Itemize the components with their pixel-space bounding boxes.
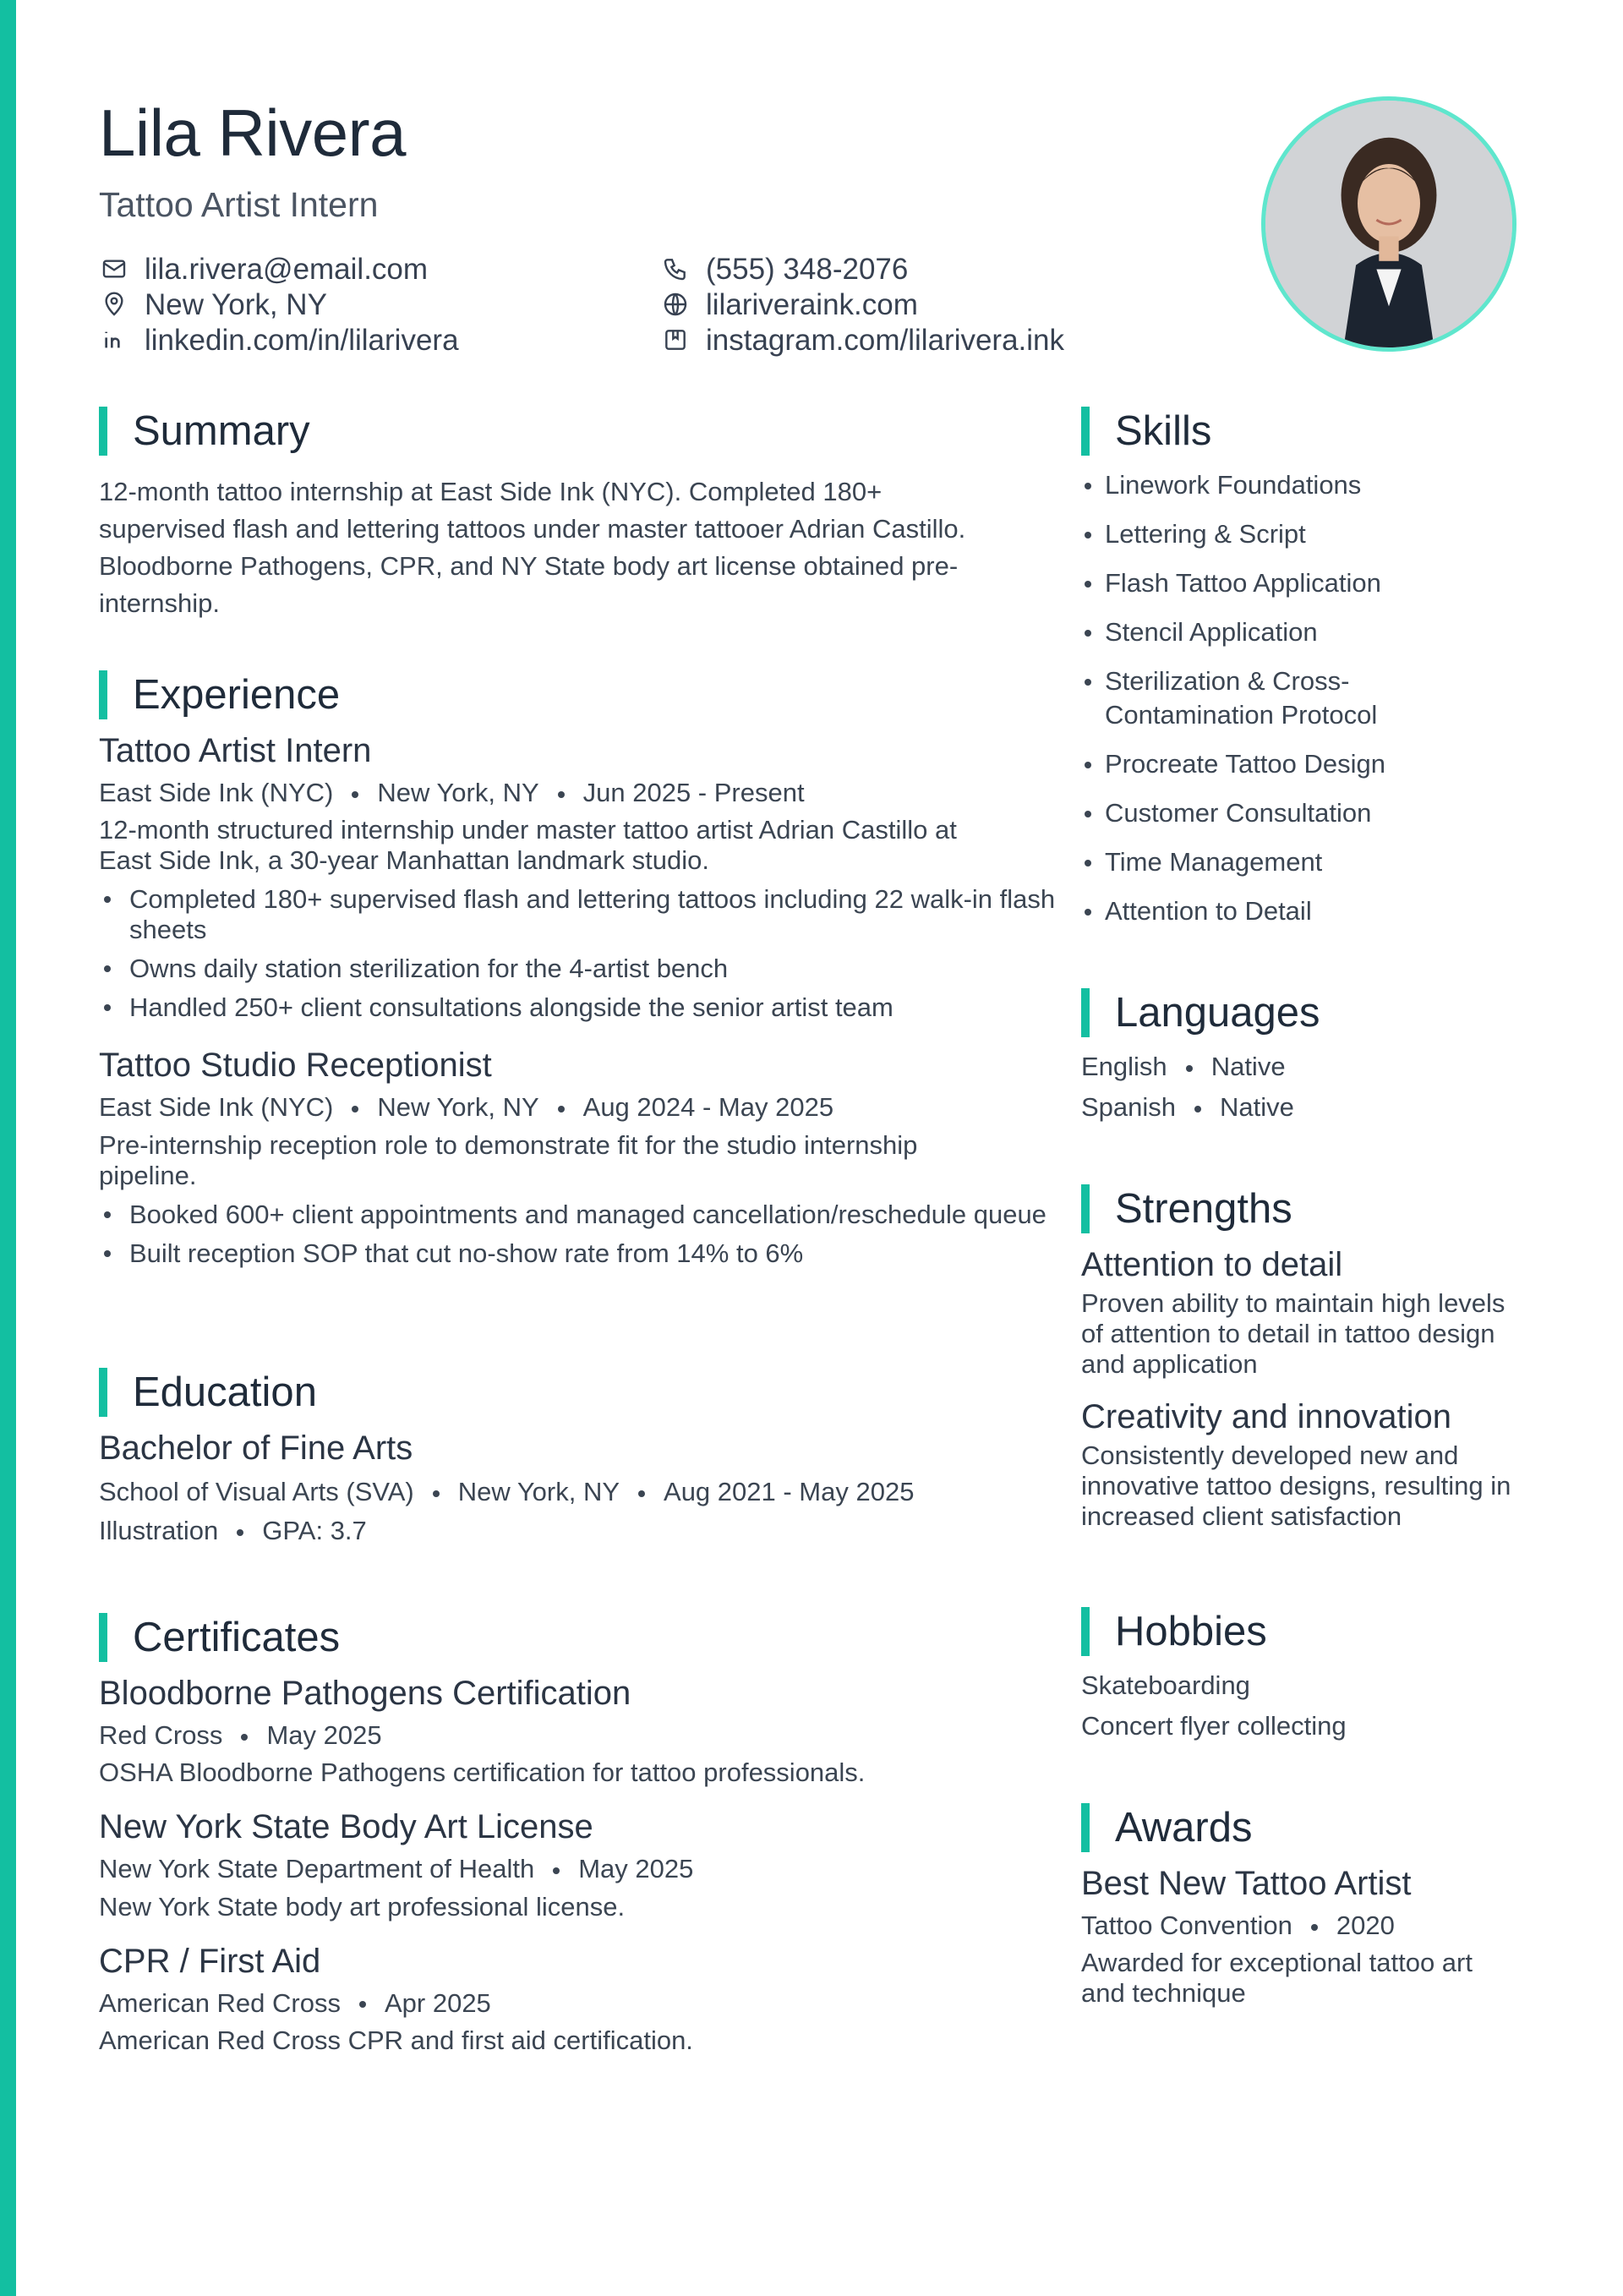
- languages-section: [1081, 987, 1521, 1125]
- certificate-date: May 2025: [266, 1720, 382, 1750]
- experience-item-1: [99, 730, 1056, 1023]
- list-item: Handled 250+ client consultations alongside the senior artist team: [129, 992, 1059, 1023]
- certificate-issuer: New York State Department of Health: [99, 1854, 535, 1884]
- bookmark-icon: [660, 325, 691, 355]
- certificate-issuer: Red Cross: [99, 1720, 223, 1750]
- job-bullets: [99, 884, 1059, 1023]
- summary-heading-text: Summary: [133, 407, 310, 454]
- strengths-heading-text: Strengths: [1115, 1185, 1292, 1232]
- list-item: Stencil Application: [1081, 615, 1478, 649]
- languages-heading: [1081, 987, 1521, 1038]
- contact-website[interactable]: [660, 289, 918, 320]
- profile-photo: [1261, 96, 1516, 352]
- certificate-meta: [99, 1852, 1046, 1886]
- certificate-item-1: [99, 1673, 1046, 1788]
- skills-section: [1081, 406, 1521, 928]
- job-meta: [99, 776, 1046, 810]
- language-row: [1081, 1091, 1521, 1124]
- education-meta: [99, 1475, 1046, 1509]
- certificates-heading: [99, 1612, 1046, 1663]
- certificate-name: Bloodborne Pathogens Certification: [99, 1675, 631, 1712]
- skills-heading: [1081, 406, 1521, 456]
- list-item: Booked 600+ client appointments and managed cancellation/reschedule queue: [129, 1200, 1059, 1230]
- certificate-description: OSHA Bloodborne Pathogens certification for tattoo professionals.: [99, 1758, 866, 1788]
- accent-side-bar: [0, 0, 16, 2296]
- languages-heading-text: Languages: [1115, 989, 1320, 1036]
- strength-title: Attention to detail: [1081, 1246, 1343, 1283]
- list-item: Attention to Detail: [1081, 894, 1478, 928]
- section-accent-bar: [1081, 1803, 1090, 1852]
- experience-item-2: [99, 1045, 1046, 1268]
- job-dates: Aug 2024 - May 2025: [582, 1092, 834, 1123]
- location-icon: [99, 289, 129, 320]
- contact-linkedin-text: linkedin.com/in/lilarivera: [145, 323, 459, 357]
- job-title: Tattoo Studio Receptionist: [99, 1047, 492, 1085]
- phone-icon: [660, 254, 691, 284]
- section-accent-bar: [1081, 988, 1090, 1037]
- certificate-date: May 2025: [578, 1854, 694, 1884]
- education-gpa: GPA: 3.7: [262, 1516, 367, 1546]
- contact-instagram[interactable]: [660, 325, 1064, 355]
- list-item: Time Management: [1081, 845, 1478, 879]
- certificate-name: New York State Body Art License: [99, 1808, 593, 1846]
- section-accent-bar: [99, 1613, 107, 1662]
- certificate-meta: [99, 1719, 1046, 1752]
- contact-phone[interactable]: [660, 254, 908, 284]
- section-accent-bar: [1081, 407, 1090, 456]
- section-accent-bar: [99, 1368, 107, 1417]
- contact-linkedin[interactable]: [99, 325, 459, 355]
- certificates-heading-text: Certificates: [133, 1614, 341, 1660]
- contact-email-text: lila.rivera@email.com: [145, 252, 429, 286]
- section-accent-bar: [1081, 1607, 1090, 1656]
- language-row: [1081, 1050, 1521, 1084]
- list-item: Built reception SOP that cut no-show rate from 14% to 6%: [129, 1238, 1059, 1269]
- job-title: Tattoo Artist Intern: [99, 732, 372, 769]
- section-accent-bar: [1081, 1184, 1090, 1233]
- contact-location: [99, 289, 327, 320]
- award-title: Best New Tattoo Artist: [1081, 1865, 1412, 1902]
- award-meta: [1081, 1909, 1521, 1943]
- education-heading: [99, 1367, 1046, 1418]
- candidate-name: Lila Rivera: [99, 96, 406, 170]
- summary-heading: [99, 406, 1046, 456]
- language-level: Native: [1220, 1092, 1294, 1123]
- skills-heading-text: Skills: [1115, 407, 1212, 454]
- strengths-section: [1081, 1184, 1521, 1532]
- certificates-section: [99, 1612, 1046, 2056]
- summary-text: 12-month tattoo internship at East Side Ink (NYC). Completed 180+ supervised flash and lettering tattoos under master tattooer Adrian Castillo. Bloodborne Pathogens, CPR, and NY State body art license obtained pre-internship.: [99, 477, 966, 618]
- education-heading-text: Education: [133, 1369, 317, 1415]
- list-item: Sterilization & Cross-Contamination Protocol: [1081, 664, 1478, 732]
- contact-website-text: lilariveraink.com: [706, 287, 918, 321]
- contact-phone-text: (555) 348-2076: [706, 252, 909, 286]
- hobby-item: Skateboarding: [1081, 1670, 1250, 1700]
- certificate-description: American Red Cross CPR and first aid certification.: [99, 2025, 693, 2055]
- school-name: School of Visual Arts (SVA): [99, 1477, 414, 1506]
- list-item: Completed 180+ supervised flash and lettering tattoos including 22 walk-in flash sheets: [129, 884, 1059, 945]
- candidate-title: Tattoo Artist Intern: [99, 185, 379, 224]
- award-year: 2020: [1336, 1911, 1395, 1940]
- job-company: East Side Ink (NYC): [99, 778, 334, 807]
- experience-heading-text: Experience: [133, 671, 341, 718]
- job-description: Pre-internship reception role to demonstrate fit for the studio internship pipeline.: [99, 1129, 918, 1190]
- job-location: New York, NY: [377, 778, 539, 807]
- certificate-issuer: American Red Cross: [99, 1987, 341, 2018]
- strengths-heading: [1081, 1184, 1521, 1234]
- list-item: Customer Consultation: [1081, 796, 1478, 830]
- list-item: Owns daily station sterilization for the 4-artist bench: [129, 954, 1059, 984]
- strength-title: Creativity and innovation: [1081, 1398, 1452, 1435]
- experience-heading: [99, 670, 1046, 720]
- awards-section: [1081, 1802, 1521, 2009]
- hobby-item: Concert flyer collecting: [1081, 1711, 1347, 1741]
- hobbies-section: [1081, 1606, 1521, 1744]
- certificate-name: CPR / First Aid: [99, 1942, 321, 1980]
- globe-icon: [660, 289, 691, 320]
- award-issuer: Tattoo Convention: [1081, 1911, 1292, 1940]
- linkedin-icon: [99, 325, 129, 355]
- certificate-item-2: [99, 1807, 1046, 1922]
- job-location: New York, NY: [377, 1092, 539, 1123]
- education-section: [99, 1367, 1046, 1549]
- summary-section: [99, 406, 1046, 622]
- award-description: Awarded for exceptional tattoo art and technique: [1081, 1948, 1473, 2009]
- list-item: Linework Foundations: [1081, 468, 1478, 502]
- job-company: East Side Ink (NYC): [99, 1092, 334, 1123]
- job-meta: [99, 1091, 1046, 1124]
- certificate-item-3: [99, 1941, 1046, 2056]
- hobbies-heading-text: Hobbies: [1115, 1608, 1267, 1654]
- strength-text: Proven ability to maintain high levels of attention to detail in tattoo design and application: [1081, 1288, 1506, 1379]
- language-name: Spanish: [1081, 1092, 1177, 1123]
- degree-title: Bachelor of Fine Arts: [99, 1430, 413, 1467]
- strength-item-1: [1081, 1244, 1521, 1380]
- mail-icon: [99, 254, 129, 284]
- certificate-date: Apr 2025: [384, 1987, 491, 2018]
- section-accent-bar: [99, 407, 107, 456]
- list-item: Flash Tattoo Application: [1081, 566, 1478, 600]
- language-level: Native: [1210, 1052, 1286, 1081]
- hobbies-heading: [1081, 1606, 1521, 1657]
- education-major: Illustration: [99, 1516, 219, 1546]
- job-dates: Jun 2025 - Present: [582, 778, 805, 807]
- contact-location-text: New York, NY: [145, 287, 327, 321]
- contact-email[interactable]: [99, 254, 428, 284]
- strength-text: Consistently developed new and innovative tattoo designs, resulting in increased client satisfaction: [1081, 1440, 1511, 1531]
- awards-heading-text: Awards: [1115, 1804, 1253, 1850]
- awards-heading: [1081, 1802, 1521, 1853]
- contact-instagram-text: instagram.com/lilarivera.ink: [706, 323, 1065, 357]
- list-item: Lettering & Script: [1081, 517, 1478, 551]
- list-item: Procreate Tattoo Design: [1081, 747, 1478, 781]
- skills-list: [1081, 468, 1478, 928]
- experience-section: [99, 670, 1056, 1277]
- section-accent-bar: [99, 670, 107, 719]
- certificate-meta: [99, 1987, 1046, 2020]
- language-name: English: [1081, 1052, 1167, 1081]
- school-location: New York, NY: [457, 1477, 620, 1506]
- education-dates: Aug 2021 - May 2025: [664, 1477, 915, 1506]
- certificate-description: New York State body art professional license.: [99, 1891, 626, 1922]
- job-description: 12-month structured internship under master tattoo artist Adrian Castillo at East Side Ink, a 30-year Manhattan landmark studio.: [99, 815, 957, 876]
- job-bullets: [99, 1200, 1059, 1269]
- strength-item-2: [1081, 1397, 1521, 1532]
- education-details: [99, 1514, 1046, 1548]
